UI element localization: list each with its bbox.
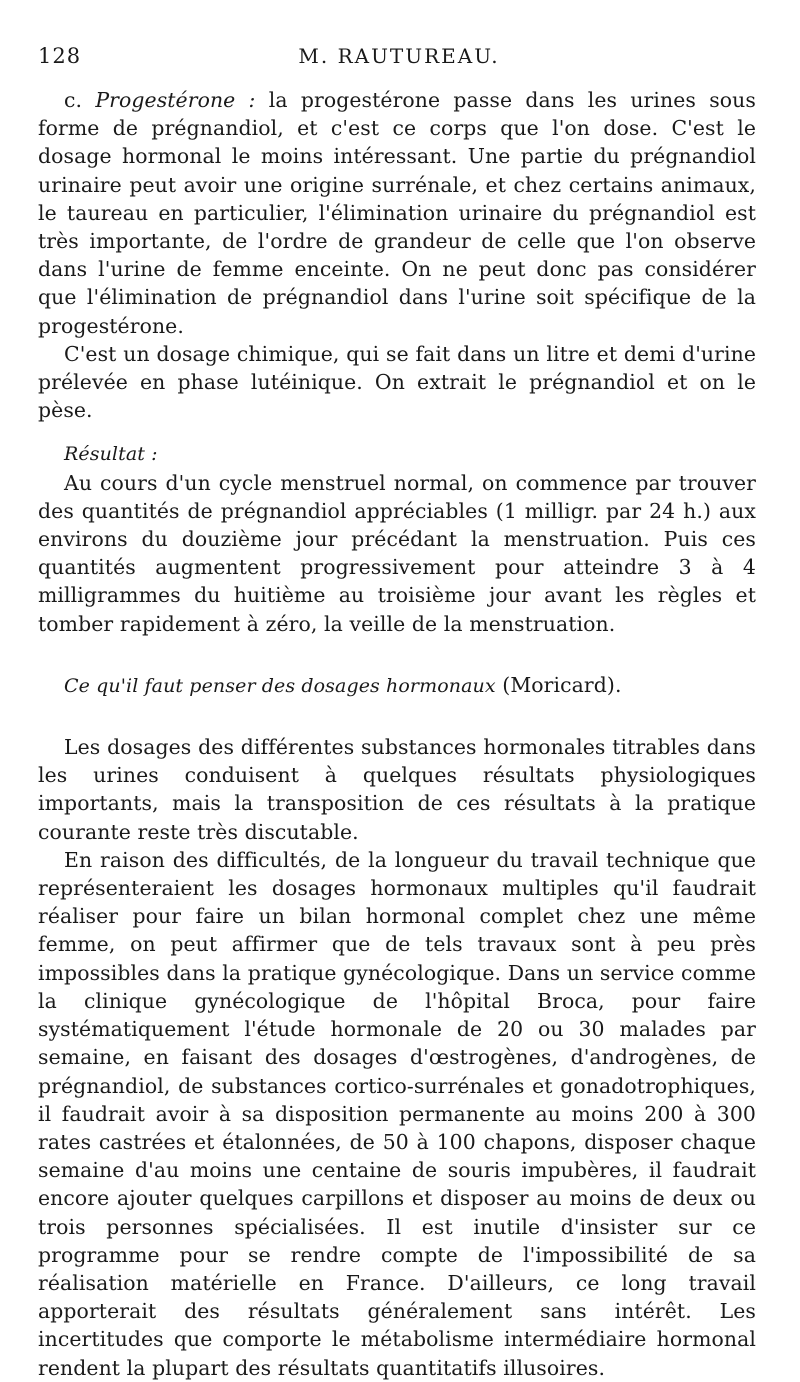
section-title-progesterone: Progestérone : xyxy=(95,88,256,112)
paragraph-text: la progestérone passe dans les urines sous forme de prégnandiol, et c'est ce corps que l'on dose. C'est le dosage hormonal le moins intéressant. Une partie du prégnandiol urinaire peut avoir une origine surrénale, et chez certains animaux, le taureau en particulier, l'élimination urinaire du prégnandiol est très importante, de l'ordre de grandeur de celle que l'on observe dans l'urine de femme enceinte. On ne peut donc pas considérer que l'élimination de prégnandiol dans l'urine soit spécifique de la progestérone. xyxy=(38,88,756,338)
section-heading: Ce qu'il faut penser des dosages hormonaux xyxy=(64,674,496,697)
heading-dosages-hormonaux xyxy=(38,671,756,700)
attribution: (Moricard). xyxy=(502,672,622,697)
paragraph-progesterone xyxy=(38,86,756,340)
paragraph-resultat: Au cours d'un cycle menstruel normal, on commence par trouver des quantités de prégnandiol appréciables (1 milligr. par 24 h.) aux environs du douzième jour précédant la menstruation. Puis ces quantités augmentent progressivement pour atteindre 3 à 4 milligrammes du huitième au troisième jour avant les règles et tomber rapidement à zéro, la veille de la menstruation. xyxy=(38,470,756,636)
page-number: 128 xyxy=(38,44,82,68)
running-head xyxy=(38,44,760,74)
running-title: M. RAUTUREAU. xyxy=(298,44,500,68)
paragraph-dosages-difficultes: En raison des difficultés, de la longueur du travail technique que représenteraient les dosages hormonaux multiples qu'il faudrait réaliser pour faire un bilan hormonal complet chez une même femme, on peut affirmer que de tels travaux sont à peu près impossibles dans la pratique gynécologique. Dans un service comme la clinique gynécologique de l'hôpital Broca, pour faire systématiquement l'étude hormonale de 20 ou 30 malades par semaine, en faisant des dosages d'œstrogènes, d'androgènes, de prégnandiol, de substances cortico-surrénales et gonadotrophiques, il faudrait avoir à sa disposition permanente au moins 200 à 300 rates castrées et étalonnées, de 50 à 100 chapons, disposer chaque semaine d'au moins une centaine de souris impubères, il faudrait encore ajouter quelques carpillons et disposer au moins de deux ou trois personnes spécialisées. Il est inutile d'insister sur ce programme pour se rendre compte de l'impossibilité de sa réalisation matérielle en France. D'ailleurs, ce long travail apporterait des résultats généralement sans intérêt. Les incertitudes que comporte le métabolisme intermédiaire hormonal rendent la plupart des résultats quantitatifs illusoires. xyxy=(38,847,756,1380)
paragraph-dosage-chimique: C'est un dosage chimique, qui se fait dans un litre et demi d'urine prélevée en phase lutéinique. On extrait le prégnandiol et on le pèse. xyxy=(38,341,756,423)
section-label: c. xyxy=(64,88,83,112)
body-text xyxy=(38,86,756,1382)
heading-resultat: Résultat : xyxy=(64,443,158,466)
paragraph-dosages-intro: Les dosages des différentes substances hormonales titrables dans les urines conduisent à quelques résultats physiologiques importants, mais la transposition de ces résultats à la pratique courante reste très discutable. xyxy=(38,735,756,844)
